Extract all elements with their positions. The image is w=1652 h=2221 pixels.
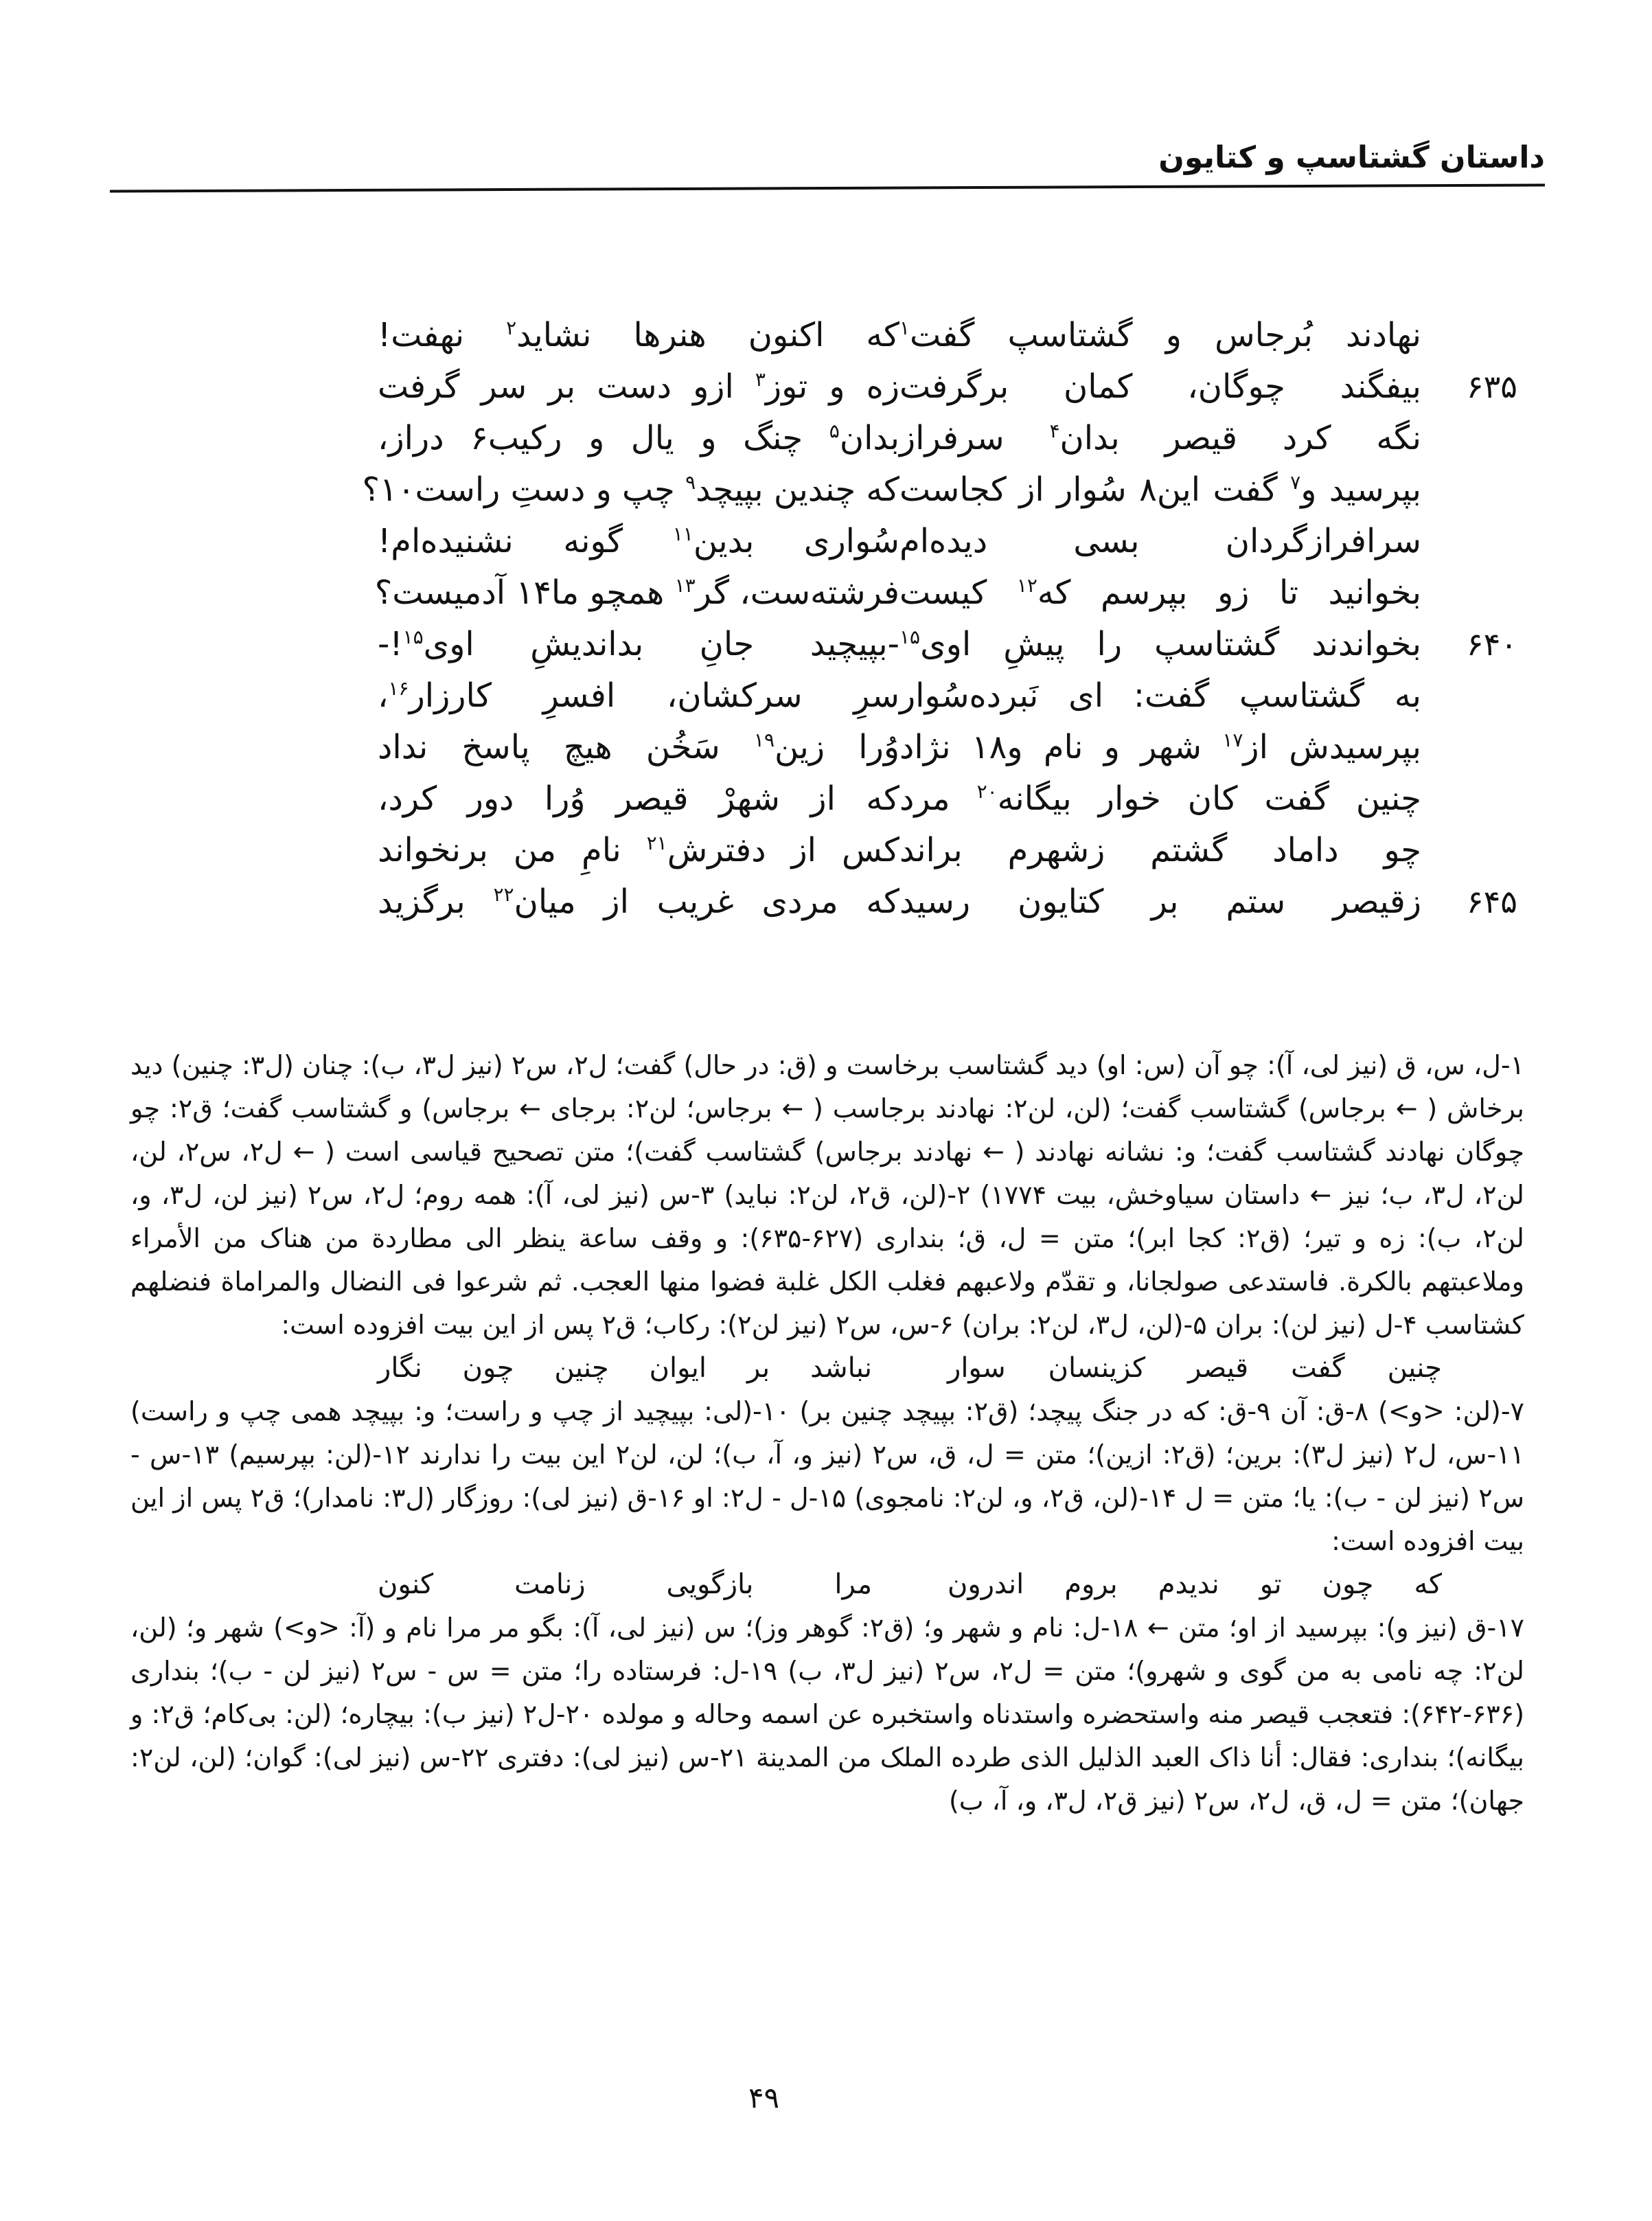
hemistich-first — [899, 775, 1421, 823]
footnote-marker: ۲ — [506, 316, 517, 339]
hemistich-first — [899, 878, 1421, 926]
hemistich-second — [378, 517, 899, 565]
couplet — [233, 567, 1421, 618]
hemistich-text-tail: ازو دست بر سر گرفت — [378, 367, 755, 406]
hemistich-text: زه و توز — [765, 367, 900, 406]
hemistich-text-tail: همچو ما۱۴ آدمیست؟ — [374, 573, 675, 612]
hemistich-text-tail: نهفت! — [378, 315, 507, 354]
hemistich-text-tail: سرفراز — [899, 418, 1050, 457]
hemistich-text-tail: شهر و نام و۱۸ نژاد — [899, 727, 1223, 766]
hemistich-text: سرِ سرکشان، افسرِ کارزار — [409, 676, 899, 715]
verse-number: ۶۴۵ — [1466, 882, 1517, 920]
inset-hemistich-second: مرا بازگویی زنامت کنون — [378, 1569, 872, 1600]
hemistich-text-tail: نامِ من برنخواند — [378, 830, 647, 869]
hemistich-text: -بپیچید جانِ بداندیشِ اوی — [423, 624, 899, 663]
hemistich-text: بپرسید و — [1300, 470, 1421, 509]
footnote-inset-verse-1 — [378, 1347, 1524, 1390]
hemistich-second — [378, 414, 899, 462]
footnote-marker: ۷ — [1290, 470, 1301, 494]
page-number: ۴۹ — [748, 2081, 780, 2115]
hemistich-text-tail: مرد — [899, 779, 977, 818]
couplet — [233, 773, 1421, 824]
footnote-marker: ۱۷ — [1222, 728, 1243, 751]
hemistich-second — [378, 620, 899, 668]
hemistich-first — [899, 826, 1421, 874]
hemistich-text: سُواری بدین — [693, 521, 900, 560]
hemistich-second — [378, 363, 899, 411]
hemistich-text: بخواندند گشتاسپ را پیشِ اوی — [920, 624, 1421, 663]
footnote-marker: ۱۳ — [674, 573, 696, 597]
page-header — [110, 137, 1545, 179]
hemistich-first — [899, 466, 1421, 514]
header-rule — [110, 183, 1545, 192]
footnote-marker: ۱ — [899, 316, 910, 339]
hemistich-text: نهادند بُرجاس و گشتاسپ گفت — [910, 315, 1421, 354]
hemistich-text: بیفگند چوگان، کمان برگرفت — [899, 367, 1421, 406]
hemistich-text-tail: !- — [378, 624, 403, 663]
hemistich-text: به گشتاسپ گفت: ای نَبرده‌سُوار — [899, 676, 1421, 715]
hemistich-text-tail: چپ و دستِ راست۱۰؟ — [362, 470, 686, 509]
running-title: داستان گشتاسپ و کتایون — [1158, 140, 1545, 175]
hemistich-second — [362, 466, 899, 514]
hemistich-text-tail: گونه نشنیده‌ام! — [378, 521, 673, 560]
hemistich-second — [378, 672, 899, 720]
couplet — [233, 412, 1421, 464]
hemistich-second — [378, 826, 899, 874]
footnote-marker: ۱۶ — [388, 676, 409, 700]
hemistich-text: زقیصر ستم بر کتایون رسید — [899, 882, 1421, 921]
couplet — [233, 515, 1421, 567]
footnote-marker: ۱۹ — [753, 728, 775, 751]
footnote-marker: ۲۰ — [976, 779, 998, 803]
hemistich-text: که از شهرْ قیصر وُرا دور کرد، — [378, 779, 899, 818]
footnote-marker: ۱۲ — [1016, 573, 1037, 597]
footnote-block-1: ۱-ل، س، ق (نیز لی، آ): چو آن (س: او) دید گشتاسب برخاست و (ق: در حال) گفت؛ ل۲، س۲ (نیز ل۳، ب): چنان (ل۳: چنین) دید برخاش ( ← برجاس) گشتاسب گفت؛ (لن، لن۲: نهادند برجاسب ( ← برجاس؛ لن۲: برجای ← برجاس) و گشتاسب گفت؛ ق۲: چو چوگان نهادند گشتاسب گفت؛ و: نشانه نهادند ( ← نهادند برجاس) گشتاسب گفت)؛ متن تصحیح قیاسی است ( ← ل۲، س۲، لن، لن۲، ل۳، ب؛ نیز ← داستان سیاوخش، بیت ۱۷۷۴) ۲-(لن، ق۲، لن۲: نباید) ۳-س (نیز لی، آ): همه روم؛ ل۲، س۲ (نیز لن، ل۳، و، لن۲، ب): زه و تیر؛ (ق۲: کجا ابر)؛ متن = ل، ق؛ بنداری (۶۲۷-۶۳۵): و وقف ساعة ینظر الی مطاردة من هناک من الأمراء وملاعبتهم بالکرة. فاستدعی صولجانا، و تقدّم ولاعبهم فغلب الکل غلبة فضوا منها العجب. ثم شرعوا فی النضال والمراماة فنضلهم کشتاسب ۴-ل (نیز لن): بران ۵-(لن، ل۳، لن۲: بران) ۶-س، س۲ (نیز لن۲): رکاب؛ ق۲ پس از این بیت افزوده است: — [130, 1050, 1525, 1340]
footnote-marker: ۳ — [755, 367, 766, 391]
footnote-marker: ۹ — [685, 470, 696, 494]
footnote-marker: ۱۵ — [402, 625, 424, 648]
verse-number: ۶۴۰ — [1466, 625, 1517, 663]
couplet — [233, 464, 1421, 515]
hemistich-text: کس از دفترش — [667, 830, 899, 869]
hemistich-second — [378, 311, 899, 359]
hemistich-text: نگه کرد قیصر بدان — [1059, 418, 1422, 457]
hemistich-second — [374, 569, 899, 617]
couplet — [233, 618, 1517, 670]
hemistich-text: که اکنون هنرها نشاید — [516, 315, 899, 354]
footnote-marker: ۵ — [829, 419, 840, 442]
footnote-block-2: ۷-(لن: <و>) ۸-ق: آن ۹-ق: که در جنگ پیچد؛ (ق۲: بپیچد چنین بر) ۱۰-(لی: بپیچید از چپ و راست؛ و: بپیچد همی چپ و راست) ۱۱-س، ل۲ (نیز ل۳): برین؛ (ق۲: ازین)؛ متن = ل، ق، س۲ (نیز و، آ، ب)؛ لن، لن۲ این بیت را ندارند ۱۲-(لن: بپرسیم) ۱۳-س - س۲ (نیز لن - ب): یا؛ متن = ل ۱۴-(لن، ق۲، و، لن۲: نامجوی) ۱۵-ل - ل۲: او ۱۶-ق (نیز لی): روزگار (ل۳: نامدار)؛ ق۲ پس از این بیت افزوده است: — [130, 1396, 1525, 1556]
hemistich-text: بخوانید تا زو بپرسم که — [1037, 573, 1421, 612]
couplet — [233, 361, 1517, 412]
hemistich-second — [378, 878, 899, 926]
hemistich-text: بدان — [839, 418, 899, 457]
hemistich-text-tail: گفت این۸ سُوار از کجاست — [899, 470, 1291, 509]
hemistich-first — [899, 363, 1421, 411]
footnote-inset-verse-2 — [378, 1563, 1524, 1606]
poem-body — [233, 309, 1517, 927]
hemistich-text-tail: برگزید — [378, 882, 494, 921]
footnotes — [130, 1044, 1524, 1823]
hemistich-first — [899, 723, 1421, 771]
hemistich-second — [378, 775, 899, 823]
hemistich-first — [899, 620, 1421, 668]
couplet — [233, 309, 1421, 361]
hemistich-text: فرشته‌ست، گر — [695, 573, 899, 612]
hemistich-second — [378, 723, 899, 771]
hemistich-text-tail: ، — [378, 676, 389, 715]
footnote-block-3: ۱۷-ق (نیز و): بپرسید از او؛ متن ← ۱۸-ل: نام و شهر و؛ (ق۲: گوهر وز)؛ س (نیز لی، آ): بگو مر مرا نام و (آ: <و>) شهر و؛ (لن، لن۲: چه نامی به من گوی و شهرو)؛ متن = ل۲، س۲ (نیز ل۳، ب) ۱۹-ل: فرستاده را؛ متن = س - س۲ (نیز لن - ب)؛ بنداری (۶۳۶-۶۴۲): فتعجب قیصر منه واستحضره واستدناه واستخبره عن اسمه وحاله و مولده ۲۰-ل۲ (نیز ب): بیچاره؛ (لن: بی‌کام؛ ق۲: و بیگانه)؛ بنداری: فقال: أنا ذاک العبد الذلیل الذی طرده الملک من المدینة ۲۱-س (نیز لی): دفتری ۲۲-س (نیز لی): گوان؛ (لن، لن۲: جهان)؛ متن = ل، ق، ل۲، س۲ (نیز ق۲، ل۳، و، آ، ب) — [130, 1613, 1525, 1816]
footnote-marker: ۲۱ — [646, 831, 667, 854]
hemistich-text: وُرا زین — [775, 727, 900, 766]
hemistich-text-tail: سَخُن هیچ پاسخ نداد — [378, 727, 754, 766]
footnote-marker: ۱۱ — [672, 522, 693, 545]
hemistich-text: که چندین بپیچد — [696, 470, 899, 509]
hemistich-text: چو داماد گشتم زشهرم براند — [899, 830, 1421, 869]
hemistich-text-tail: کیست — [899, 573, 1017, 612]
footnote-marker: ۱۵ — [899, 625, 921, 648]
hemistich-first — [899, 672, 1421, 720]
inset-hemistich-first: چنین گفت قیصر کزینسان سوار — [948, 1352, 1442, 1384]
hemistich-first — [899, 311, 1421, 359]
hemistich-text: چنین گفت کان خوار بیگانه — [997, 779, 1421, 818]
hemistich-text: سرافرازگردان بسی دیده‌ام — [899, 521, 1421, 560]
inset-hemistich-second: نباشد بر ایوان چنین چون نگار — [378, 1352, 872, 1384]
inset-hemistich-first: که چون تو ندیدم بروم اندرون — [948, 1569, 1442, 1600]
verse-number: ۶۳۵ — [1466, 367, 1517, 405]
couplet — [233, 721, 1421, 773]
hemistich-first — [899, 569, 1421, 617]
couplet — [233, 824, 1421, 876]
footnote-marker: ۲۲ — [493, 882, 514, 906]
hemistich-first — [899, 517, 1421, 565]
hemistich-text: که مردی غریب از میان — [514, 882, 899, 921]
couplet — [233, 876, 1517, 927]
footnote-marker: ۴ — [1049, 419, 1060, 442]
couplet — [233, 670, 1421, 721]
hemistich-text: بپرسیدش از — [1243, 727, 1422, 766]
hemistich-text-tail: چنگ و یال و رکیب۶ دراز، — [378, 418, 829, 457]
hemistich-first — [899, 414, 1421, 462]
